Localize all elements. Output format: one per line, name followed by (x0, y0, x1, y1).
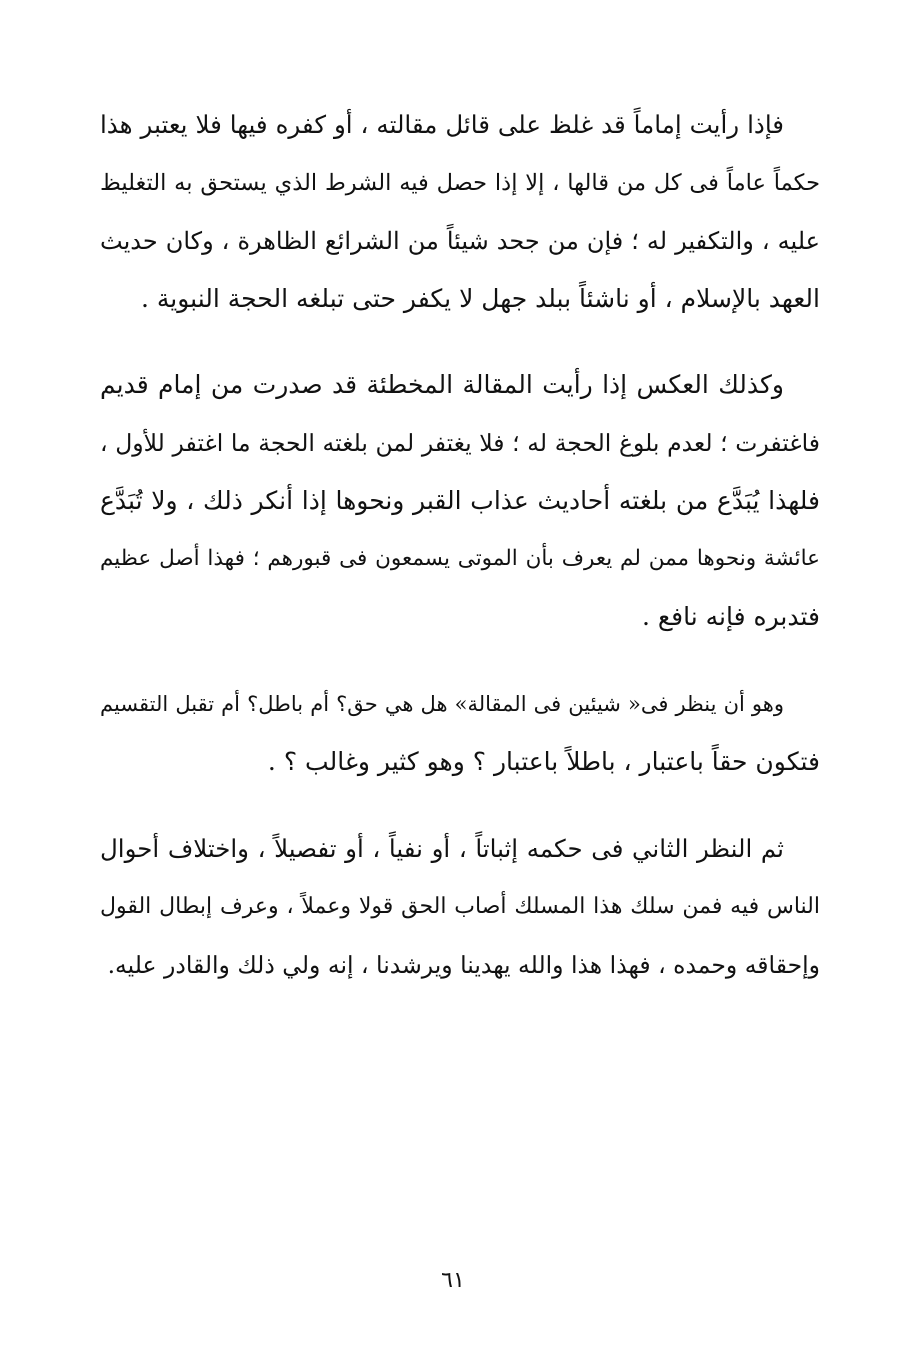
text-line: العهد بالإسلام ، أو ناشئاً ببلد جهل لا يكفر حتى تبلغه الحجة النبوية . (141, 284, 820, 313)
text-line: عليه ، والتكفير له ؛ فإن من جحد شيئاً من الشرائع الظاهرة ، وكان حديث (100, 227, 820, 255)
text-line: وكذلك العكس إذا رأيت المقالة المخطئة قد صدرت من إمام قديم (100, 370, 784, 399)
text-line: ثم النظر الثاني فى حكمه إثباتاً ، أو نفياً ، أو تفصيلاً ، واختلاف أحوال (100, 834, 784, 863)
page-number: ٦١ (441, 1268, 465, 1293)
text-line: حكماً عاماً فى كل من قالها ، إلا إذا حصل فيه الشرط الذي يستحق به التغليظ (100, 170, 820, 196)
text-line: فلهذا يُبَدَّع من بلغته أحاديث عذاب القبر ونحوها إذا أنكر ذلك ، ولا تُبَدَّع (100, 486, 820, 515)
text-line: وإحقاقه وحمده ، فهذا هذا والله يهدينا ويرشدنا ، إنه ولي ذلك والقادر عليه. (107, 951, 820, 979)
paragraph-2 (100, 356, 820, 646)
text-line: فاغتفرت ؛ لعدم بلوغ الحجة له ؛ فلا يغتفر لمن بلغته الحجة ما اغتفر للأول ، (100, 429, 820, 457)
paragraph-3 (100, 675, 820, 791)
text-line: فإذا رأيت إماماً قد غلظ على قائل مقالته ، أو كفره فيها فلا يعتبر هذا (100, 110, 784, 139)
paragraph-1 (100, 96, 820, 328)
paragraph-4 (100, 820, 820, 994)
text-line: عائشة ونحوها ممن لم يعرف بأن الموتى يسمعون فى قبورهم ؛ فهذا أصل عظيم (100, 546, 820, 571)
text-line: وهو أن ينظر فى« شيئين فى المقالة» هل هي حق؟ أم باطل؟ أم تقبل التقسيم (100, 692, 784, 716)
text-line: الناس فيه فمن سلك هذا المسلك أصاب الحق قولا وعملاً ، وعرف إبطال القول (100, 894, 820, 919)
text-line: فتكون حقاً باعتبار ، باطلاً باعتبار ؟ وهو كثير وغالب ؟ . (267, 747, 820, 776)
text-line: فتدبره فإنه نافع . (641, 602, 820, 631)
